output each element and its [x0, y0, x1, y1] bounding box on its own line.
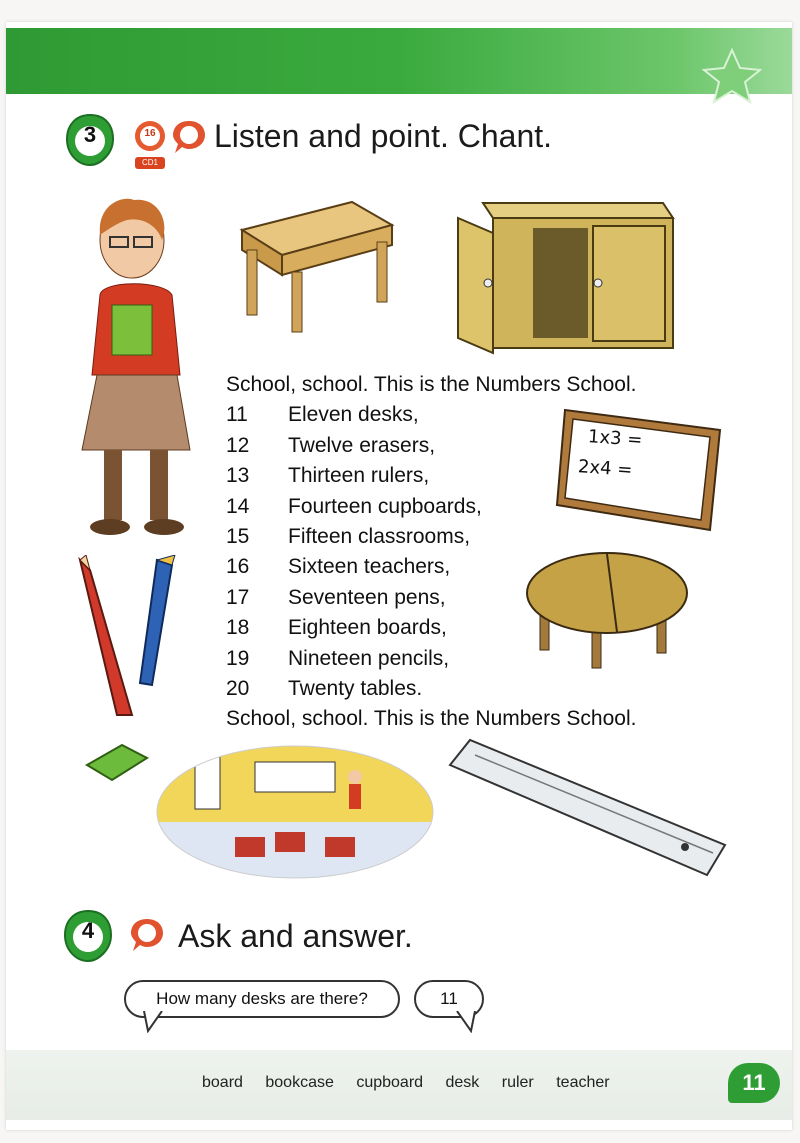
chant-line: 17 Seventeen pens, [226, 585, 446, 609]
question-bubble: How many desks are there? [124, 980, 400, 1018]
table-illustration [522, 548, 692, 673]
speech-bubble-icon [170, 118, 208, 156]
section-title: Ask and answer. [178, 918, 413, 954]
chant-line: 18 Eighteen boards, [226, 616, 447, 640]
word-bank-item: bookcase [265, 1074, 334, 1091]
chant-line: 16 Sixteen teachers, [226, 555, 451, 579]
chant-line: 14 Fourteen cupboards, [226, 494, 482, 518]
word-bank-item: ruler [501, 1074, 534, 1091]
board-sum-2: 2x4 = [577, 456, 634, 481]
page-number: 11 [728, 1063, 780, 1103]
chant-line: 15 Fifteen classrooms, [226, 525, 471, 549]
classroom-illustration [155, 742, 435, 882]
cd-label: CD1 [135, 157, 165, 169]
chant-line: 12 Twelve erasers, [226, 433, 436, 457]
star-icon [700, 48, 764, 104]
bubble-tail [142, 1011, 166, 1033]
cupboard-illustration [448, 188, 678, 358]
chant-line: 19 Nineteen pencils, [226, 646, 450, 670]
chant-line: 20 Twenty tables. [226, 677, 423, 701]
ruler-illustration [445, 735, 730, 885]
word-bank-item: board [202, 1074, 243, 1091]
word-bank-item: cupboard [356, 1074, 424, 1091]
desk-illustration [232, 190, 397, 340]
track-number: 16 [144, 128, 156, 139]
board-sum-1: 1x3 = [587, 426, 644, 451]
chant-line: 13 Thirteen rulers, [226, 464, 430, 488]
teacher-illustration [72, 195, 202, 540]
header-band [6, 28, 792, 94]
bubble-tail [455, 1011, 479, 1033]
eraser-illustration [82, 740, 152, 785]
speech-bubble-icon [128, 916, 166, 954]
section-title: Listen and point. Chant. [214, 118, 553, 154]
chant-refrain: School, school. This is the Numbers School. [226, 707, 637, 731]
word-bank-item: teacher [556, 1074, 610, 1091]
activity-number: 4 [81, 918, 95, 943]
word-bank [202, 1074, 628, 1092]
chant-refrain: School, school. This is the Numbers School. [226, 373, 637, 396]
pencils-illustration [72, 555, 187, 720]
answer-bubble: 11 [414, 980, 484, 1018]
activity-number: 3 [83, 122, 97, 147]
chant-line: 11 Eleven desks, [226, 403, 419, 427]
word-bank-item: desk [445, 1074, 480, 1091]
